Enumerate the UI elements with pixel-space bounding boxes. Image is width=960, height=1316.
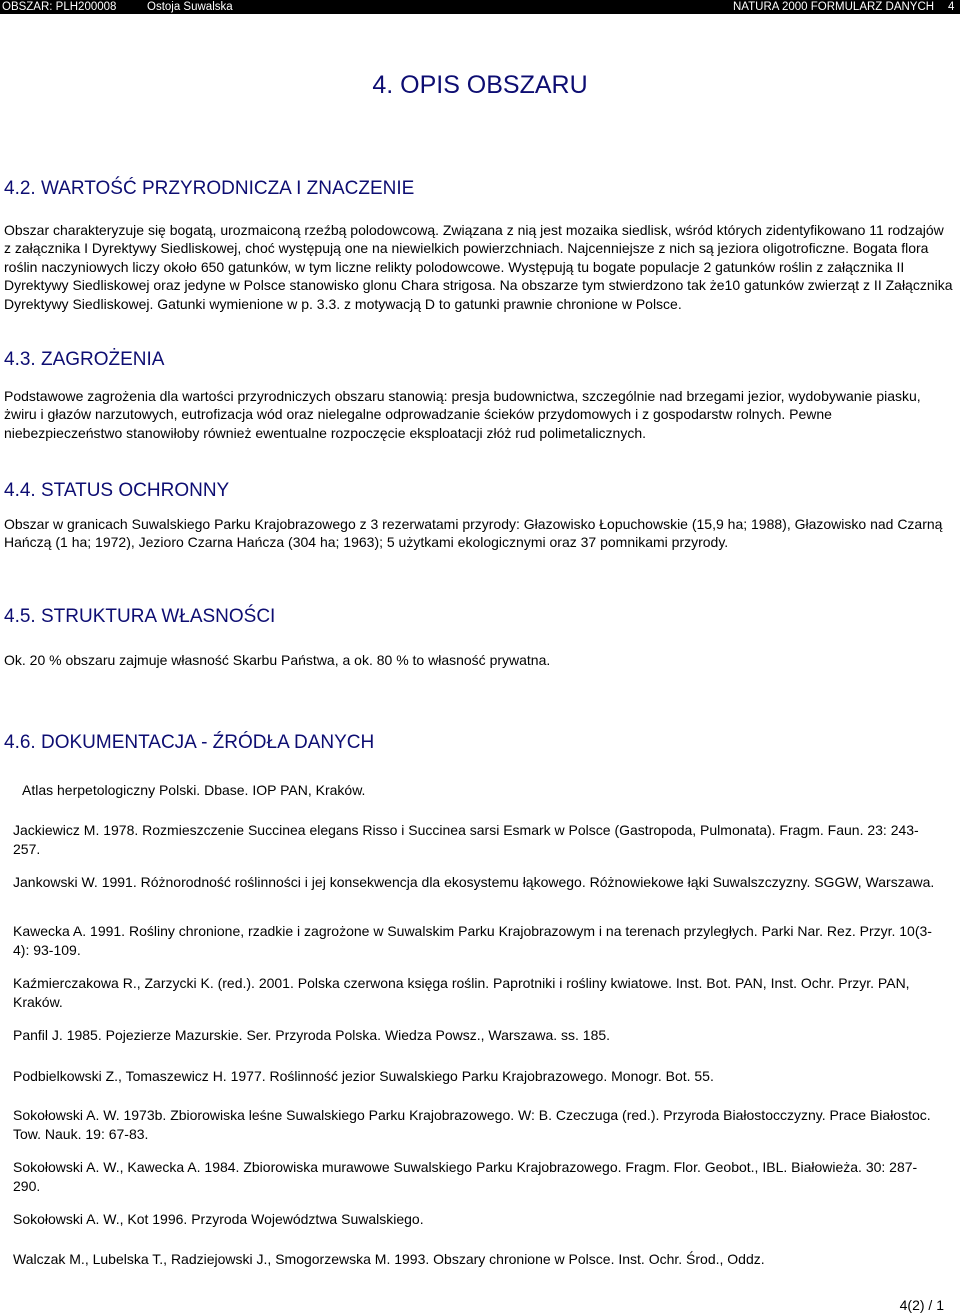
section-text-4-5: Ok. 20 % obszaru zajmuje własność Skarbu Państwa, a ok. 80 % to własność prywatna. xyxy=(4,652,551,668)
reference-item: Walczak M., Lubelska T., Radziejowski J., Smogorzewska M. 1993. Obszary chronione w Polsce. Inst. Ochr. Środ., Oddz. xyxy=(13,1251,765,1267)
reference-item: Sokołowski A. W., Kawecka A. 1984. Zbiorowiska murawowe Suwalskiego Parku Krajobrazowego. Fragm. Flor. Geobot., IBL. Białowieża. 30: 287-290. xyxy=(13,1159,918,1194)
reference-item: Sokołowski A. W., Kot 1996. Przyroda Województwa Suwalskiego. xyxy=(13,1211,424,1227)
section-heading-4-6: 4.6. DOKUMENTACJA - ŹRÓDŁA DANYCH xyxy=(4,732,375,753)
form-name: NATURA 2000 FORMULARZ DANYCH xyxy=(733,1,935,13)
header-page-number: 4 xyxy=(948,1,955,13)
reference-item: Podbielkowski Z., Tomaszewicz H. 1977. Roślinność jezior Suwalskiego Parku Krajobrazowego. Monogr. Bot. 55. xyxy=(13,1068,714,1084)
reference-item: Kaźmierczakowa R., Zarzycki K. (red.). 2001. Polska czerwona księga roślin. Paprotniki i rośliny kwiatowe. Inst. Bot. PAN, Inst. Ochr. Przyr. PAN, Kraków. xyxy=(13,975,910,1010)
section-heading-4-4: 4.4. STATUS OCHRONNY xyxy=(4,480,230,501)
section-heading-4-2: 4.2. WARTOŚĆ PRZYRODNICZA I ZNACZENIE xyxy=(4,178,415,199)
section-heading-4-5: 4.5. STRUKTURA WŁASNOŚCI xyxy=(4,606,276,627)
reference-item: Sokołowski A. W. 1973b. Zbiorowiska leśne Suwalskiego Parku Krajobrazowego. W: B. Czeczuga (red.). Przyroda Białostocczyzny. Prace Białostoc. Tow. Nauk. 19: 67-83. xyxy=(13,1107,931,1142)
page-header-bar xyxy=(0,0,960,14)
reference-item: Jackiewicz M. 1978. Rozmieszczenie Succinea elegans Risso i Succinea sarsi Esmark w Polsce (Gastropoda, Pulmonata). Fragm. Faun. 23: 243-257. xyxy=(13,822,919,857)
section-heading-4-3: 4.3. ZAGROŻENIA xyxy=(4,349,165,370)
site-code: OBSZAR: PLH200008 xyxy=(2,1,117,13)
section-text-4-4: Obszar w granicach Suwalskiego Parku Krajobrazowego z 3 rezerwatami przyrody: Głazowisko Łopuchowskie (15,9 ha; 1988), Głazowisko nad Czarną Hańczą (1 ha; 1972), Jezioro Czarna Hańcza (304 ha; 1963); 5 użytkami ekologicznymi oraz 37 pomnikami przyrody. xyxy=(4,516,943,551)
reference-item: Panfil J. 1985. Pojezierze Mazurskie. Ser. Przyroda Polska. Wiedza Powsz., Warszawa. ss. 185. xyxy=(13,1027,611,1043)
reference-item: Kawecka A. 1991. Rośliny chronione, rzadkie i zagrożone w Suwalskim Parku Krajobrazowym i na terenach przyległych. Parki Nar. Rez. Przyr. 10(3-4): 93-109. xyxy=(13,923,932,958)
reference-item: Jankowski W. 1991. Różnorodność roślinności i jej konsekwencja dla ekosystemu łąkowego. Różnowiekowe łąki Suwalszczyzny. SGGW, Warszawa. xyxy=(13,874,935,890)
document-title: 4. OPIS OBSZARU xyxy=(372,71,588,99)
reference-item: Atlas herpetologiczny Polski. Dbase. IOP PAN, Kraków. xyxy=(22,782,366,798)
section-text-4-3: Podstawowe zagrożenia dla wartości przyrodniczych obszaru stanowią: presja budownictwa, szczególnie nad brzegami jezior, wydobywanie piasku, żwiru i głazów narzutowych, eutrofizacja wód oraz nielegalne odprowadzanie ścieków przydomowych i z gospodarstw rolnych. Pewne niebezpieczeństwo stanowiłoby również ewentualne rozpoczęcie eksploatacji złóż rud polimetalicznych. xyxy=(4,388,921,441)
footer-page-indicator: 4(2) / 1 xyxy=(899,1297,944,1313)
section-text-4-2: Obszar charakteryzuje się bogatą, urozmaiconą rzeźbą polodowcową. Związana z nią jest mozaika siedlisk, wśród których zidentyfikowano 11 rodzajów z załącznika I Dyrektywy Siedliskowej, choć występują one na niewielkich powierzchniach. Najcenniejsze z nich są jeziora oligotroficzne. Bogata flora roślin naczyniowych liczy około 650 gatunków, w tym liczne relikty polodowcowe. Występują tu bogate populacje 2 gatunków roślin z załącznika II Dyrektywy Siedliskowej oraz jedyne w Polsce stanowisko glonu Chara strigosa. Na obszarze tym stwierdzono tak że10 gatunków zwierząt z II Załącznika Dyrektywy Siedliskowej. Gatunki wymienione w p. 3.3. z motywacją D to gatunki prawnie chronione w Polsce. xyxy=(4,222,953,312)
site-name: Ostoja Suwalska xyxy=(147,1,233,13)
